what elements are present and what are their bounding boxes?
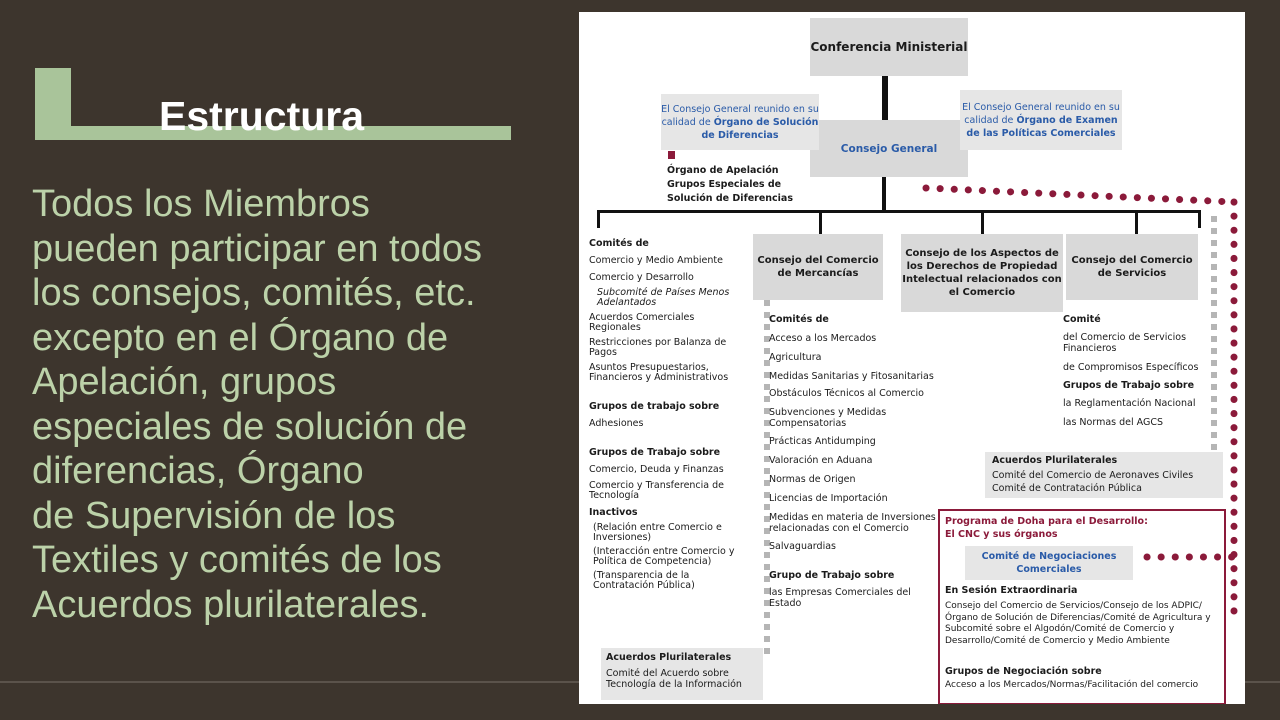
body-line: los consejos, comités, etc. [32, 272, 476, 314]
slide-title: Estructura [159, 93, 365, 139]
consejo-servicios-box: Consejo del Comercio de Servicios [1066, 234, 1198, 300]
body-line: Textiles y comités de los [32, 539, 442, 581]
consejo-general-box: Consejo General [810, 120, 968, 177]
doha-subtitle: El CNC y sus órganos [945, 529, 1058, 540]
body-line: especiales de solución de [32, 405, 468, 448]
body-line: Todos los Miembros [32, 183, 370, 225]
plurilateral-left-box: Acuerdos Plurilaterales Comité del Acuerdo sobre Tecnología de la Información [601, 648, 763, 700]
body-line: pueden participar en todos [32, 227, 482, 270]
body-line: de Supervisión de los [32, 494, 396, 537]
connector-bus [597, 210, 1201, 213]
connector-main [882, 76, 888, 122]
doha-session-text: Consejo del Comercio de Servicios/Consejo de los ADPIC/Órgano de Solución de Diferencias/Comité de Agricultura y Subcomité sobre el Algodón/Comité de Comercio y Desarrollo/Comité de Comercio y Medio Ambiente [945, 601, 1211, 646]
osd-bodies: Órgano de Apelación Grupos Especiales de Solución de Diferencias [667, 165, 793, 204]
oepc-note-box: El Consejo General reunido en su calidad de Órgano de Examen de las Políticas Comerciales [960, 90, 1122, 150]
conferencia-ministerial-box: Conferencia Ministerial [810, 18, 968, 76]
connector-drop [1135, 210, 1138, 234]
connector-drop [981, 210, 984, 234]
body-line: Acuerdos plurilaterales. [32, 583, 430, 626]
wto-structure-chart [579, 12, 1245, 704]
osd-marker [668, 151, 675, 159]
doha-neg-text: Acceso a los Mercados/Normas/Facilitación del comercio [945, 680, 1199, 690]
osd-note-box: El Consejo General reunido en su calidad de Órgano de Solución de Diferencias [661, 94, 819, 150]
consejo-mercancias-box: Consejo del Comercio de Mercancías [753, 234, 883, 300]
servicios-committees: Comité del Comercio de Servicios Financieros de Compromisos Específicos Grupos de Trabajo sobre la Reglamentación Nacional las Normas del AGCS [1063, 314, 1199, 428]
body-line: Apelación, grupos [32, 361, 337, 403]
doha-title: Programa de Doha para el Desarrollo: [945, 516, 1148, 527]
connector-drop [819, 210, 822, 234]
slide-body [32, 182, 572, 627]
connector-main [882, 176, 886, 210]
doha-neg-heading: Grupos de Negociación sobre [945, 666, 1102, 677]
dotted-connector-doha [926, 188, 1234, 202]
body-line: excepto en el Órgano de [32, 316, 449, 359]
mercancias-committees: Comités de Acceso a los Mercados Agricultura Medidas Sanitarias y Fitosanitarias Obstáculos Técnicos al Comercio Subvenciones y Medidas Compensatorias Prácticas Antidumping Valoración en Aduana Normas de Origen Licencias de Importación Medidas en materia de Inversiones relacionadas con el Comercio Salvaguardias Grupo de Trabajo sobre las Empresas Comerciales del Estado [769, 314, 936, 609]
plurilateral-right-box: Acuerdos Plurilaterales Comité del Comercio de Aeronaves Civiles Comité de Contratación Pública [985, 452, 1223, 498]
doha-session-heading: En Sesión Extraordinaria [945, 585, 1078, 596]
cnc-box: Comité de Negociaciones Comerciales [965, 546, 1133, 580]
consejo-adpic-box: Consejo de los Aspectos de los Derechos de Propiedad Intelectual relacionados con el Comercio [901, 234, 1063, 312]
body-line: diferencias, Órgano [32, 450, 364, 492]
connector-drop [1198, 210, 1201, 228]
committees-left: Comités de Comercio y Medio Ambiente Comercio y Desarrollo Subcomité de Países Menos Adelantados Acuerdos Comerciales Regionales Restricciones por Balanza de Pagos Asuntos Presupuestarios, Financieros y Administrativos Grupos de trabajo sobre Adhesiones Grupos de Trabajo sobre Comercio, Deuda y Finanzas Comercio y Transferencia de Tecnología Inactivos (Relación entre Comercio e Inversiones) (Interacción entre Comercio y Política de Competencia) (Transparencia de la Contratación Pública) [589, 238, 735, 591]
connector-drop [597, 210, 600, 228]
